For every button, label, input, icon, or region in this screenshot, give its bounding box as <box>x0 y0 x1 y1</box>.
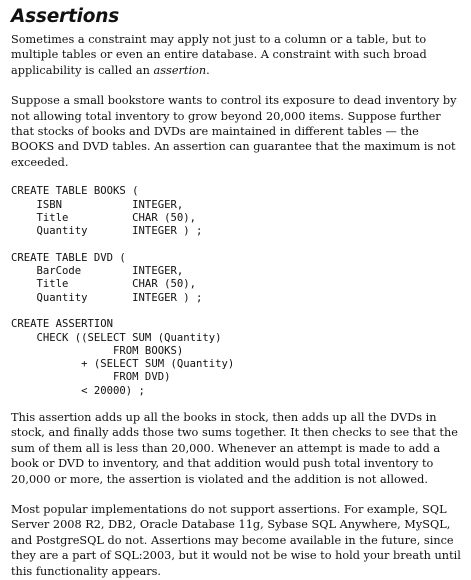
code-line: Quantity INTEGER ) ; <box>11 225 203 238</box>
section-heading: Assertions <box>11 6 120 27</box>
code-line: Title CHAR (50), <box>11 278 196 291</box>
code-line: Title CHAR (50), <box>11 211 196 224</box>
create-dvd-code <box>11 252 463 305</box>
code-line: BarCode INTEGER, <box>11 265 184 278</box>
code-line: Quantity INTEGER ) ; <box>11 291 203 304</box>
code-line: + (SELECT SUM (Quantity) <box>11 358 235 371</box>
code-line: CHECK ((SELECT SUM (Quantity) <box>11 331 222 344</box>
support-paragraph: Most popular implementations do not support assertions. For example, SQL Server 2008 R2, DB2, Oracle Database 11g, Sybase SQL Anywhere, MySQL, and PostgreSQL do not. Assertions may become available in the future, since they are a part of SQL:2003, but it would not be wise to hold your breath until this functionality appears. <box>11 503 461 578</box>
code-line: < 20000) ; <box>11 384 145 397</box>
assertion-term: assertion <box>153 63 207 77</box>
create-books-code <box>11 185 463 238</box>
intro-text: Sometimes a constraint may apply not just to a column or a table, but to multiple tables or even an entire database. A constraint with such broad applicability is called an <box>11 33 427 77</box>
explanation-paragraph: This assertion adds up all the books in stock, then adds up all the DVDs in stock, and finally adds those two sums together. It then checks to see that the sum of them all is less than 20,000. Whenever an attempt is made to add a book or DVD to inventory, and that addition would push total inventory to 20,000 or more, the assertion is violated and the addition is not allowed. <box>11 411 458 486</box>
code-line: CREATE TABLE DVD ( <box>11 251 126 264</box>
code-line: CREATE TABLE BOOKS ( <box>11 185 139 198</box>
code-line: ISBN INTEGER, <box>11 198 184 211</box>
intro-period: . <box>206 63 210 77</box>
document-page <box>11 6 463 579</box>
code-line: CREATE ASSERTION <box>11 318 114 331</box>
create-assertion-code <box>11 318 463 398</box>
code-line: FROM DVD) <box>11 371 171 384</box>
bookstore-paragraph: Suppose a small bookstore wants to control its exposure to dead inventory by not allowing total inventory to grow beyond 20,000 items. Suppose further that stocks of books and DVDs are maintained in different tables — the BOOKS and DVD tables. An assertion can guarantee that the maximum is not exceeded. <box>11 94 457 169</box>
intro-paragraph <box>11 32 463 78</box>
code-line: FROM BOOKS) <box>11 344 184 357</box>
